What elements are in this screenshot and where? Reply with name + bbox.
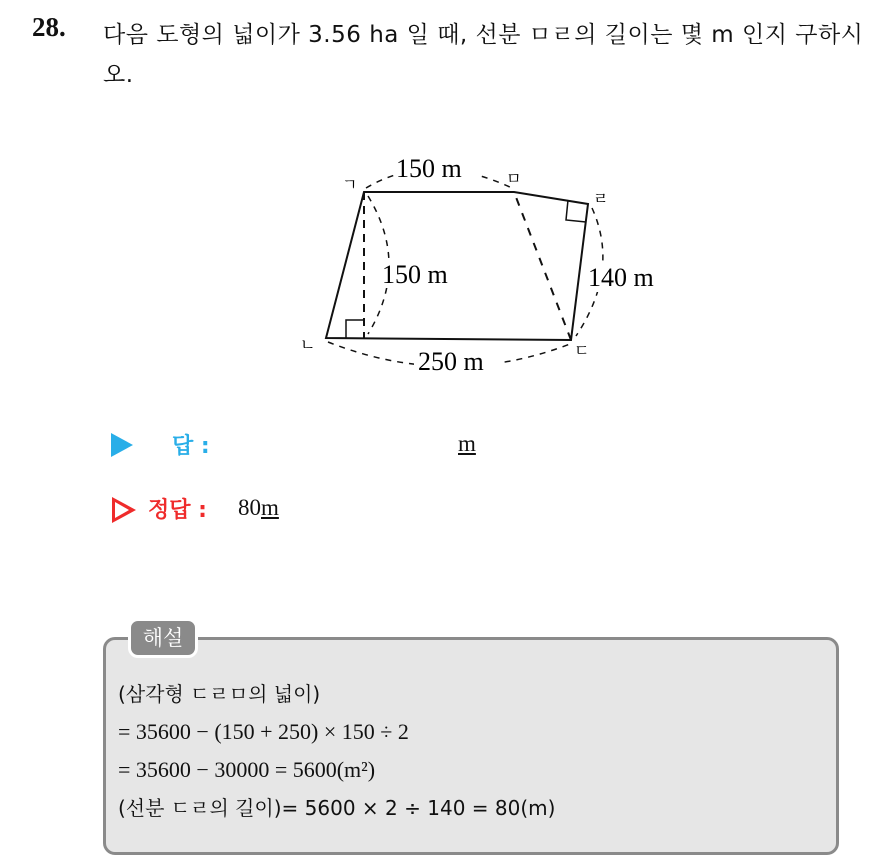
answer-unit: m xyxy=(458,431,476,456)
right-angle-bottom xyxy=(346,320,364,338)
diagonal-dm xyxy=(514,192,571,340)
vertex-gi: ㄱ xyxy=(342,175,358,194)
label-top-length: 150 m xyxy=(396,154,462,183)
question-text: 다음 도형의 넓이가 3.56 ha 일 때, 선분 ㅁㄹ의 길이는 몇 m 인지 구하시오. xyxy=(103,22,864,88)
correct-answer-row xyxy=(108,490,708,530)
vertex-di: ㄷ xyxy=(574,341,590,360)
explanation-line-3: = 35600 − 30000 = 5600(m²) xyxy=(118,757,376,782)
trapezoid-figure xyxy=(290,140,690,390)
explanation-line-4: (선분 ㄷㄹ의 길이)= 5600 × 2 ÷ 140 = 80(m) xyxy=(118,796,556,820)
correct-unit: m xyxy=(261,495,279,520)
explanation-tab: 해설 xyxy=(128,618,198,658)
play-triangle-icon xyxy=(111,433,133,457)
question-number: 28. xyxy=(32,12,66,42)
label-height: 150 m xyxy=(382,260,448,289)
label-right-length: 140 m xyxy=(588,263,654,292)
explanation-line-2: = 35600 − (150 + 250) × 150 ÷ 2 xyxy=(118,719,409,744)
label-bottom-length: 250 m xyxy=(418,347,484,376)
vertex-ri: ㄹ xyxy=(593,189,609,208)
vertex-mi: ㅁ xyxy=(506,169,522,188)
vertex-ni: ㄴ xyxy=(300,335,316,354)
correct-label: 정답 : xyxy=(148,498,207,523)
explanation-line-1: (삼각형 ㄷㄹㅁ의 넓이) xyxy=(118,682,321,706)
correct-number: 80 xyxy=(238,495,261,520)
correct-value xyxy=(238,495,279,521)
answer-row xyxy=(108,425,708,465)
answer-label: 답 : xyxy=(172,434,210,459)
explanation-lines xyxy=(118,675,555,827)
